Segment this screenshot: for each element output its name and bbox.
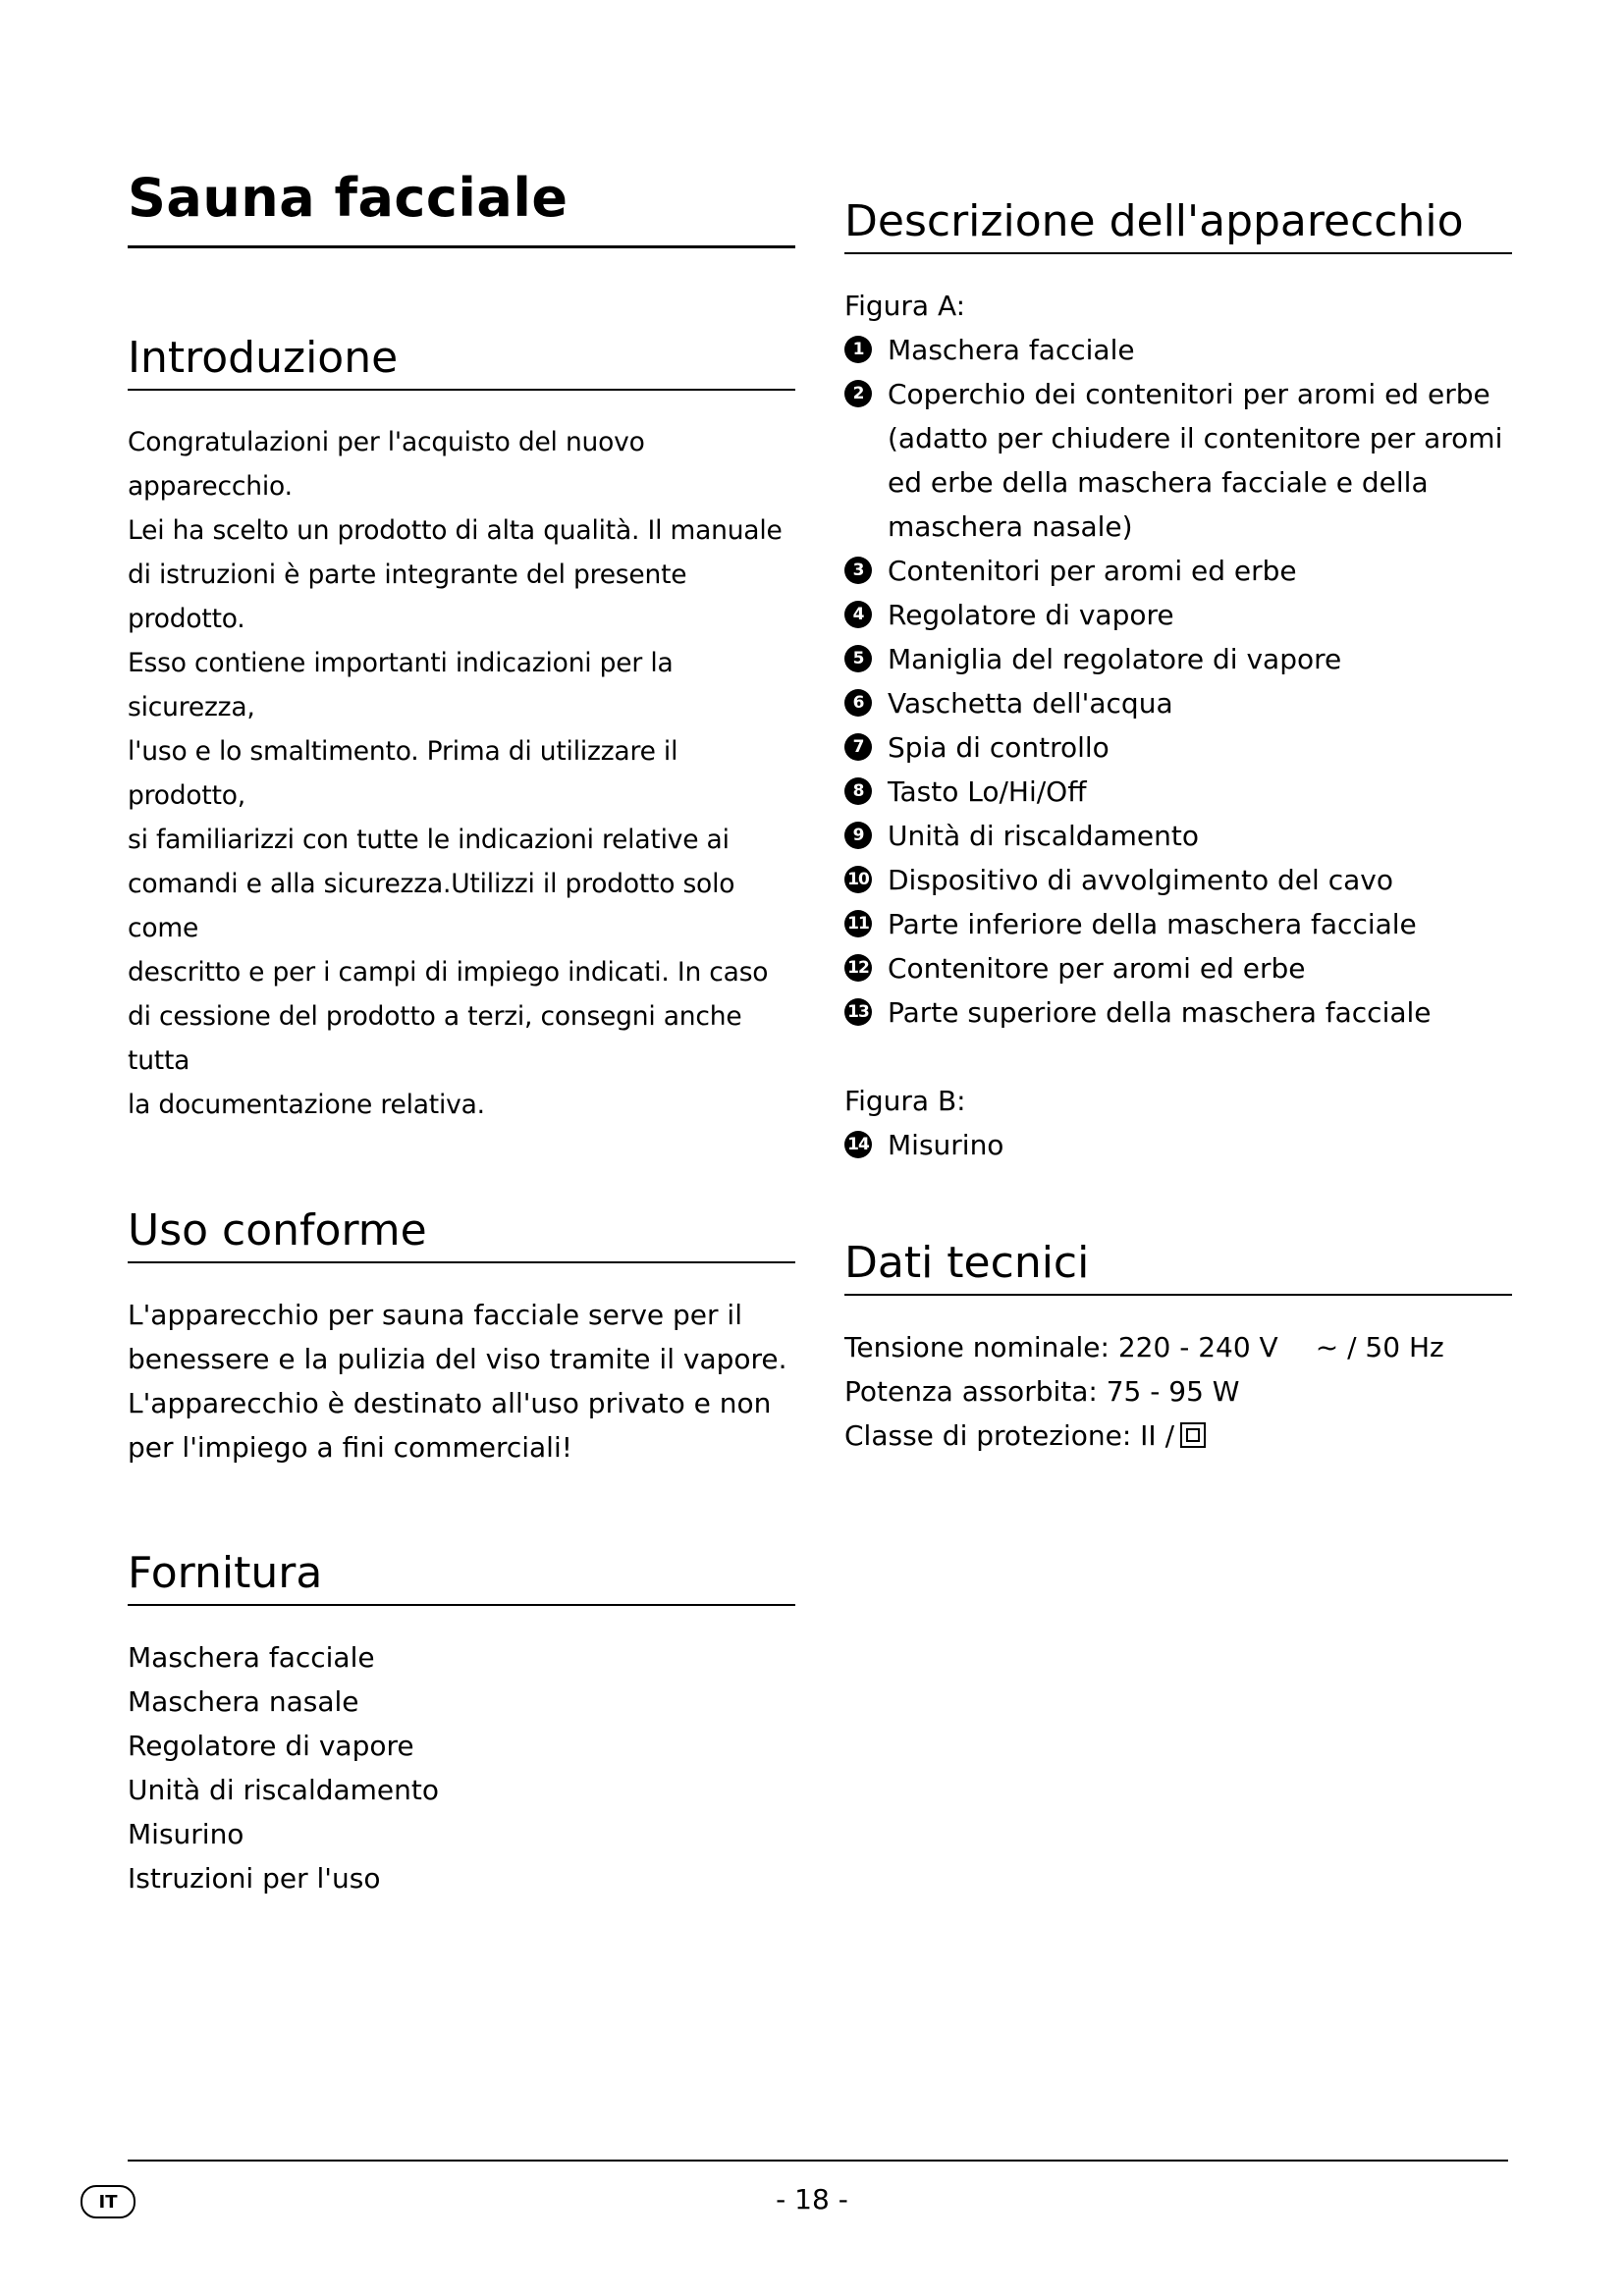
number-badge: 3 <box>844 557 872 584</box>
number-badge: 10 <box>844 866 872 893</box>
section-heading: Dati tecnici <box>844 1238 1512 1296</box>
page-title: Sauna facciale <box>128 167 795 248</box>
list-item-text: Maschera facciale <box>888 334 1135 366</box>
list-item <box>844 770 1512 814</box>
list-item <box>844 902 1512 946</box>
list-item <box>844 637 1512 681</box>
list-item: Maschera nasale <box>128 1685 359 1718</box>
section-body <box>128 1293 795 1469</box>
list-item <box>844 593 1512 637</box>
text-line: benessere e la pulizia del viso tramite il vapore. <box>128 1343 787 1375</box>
section-heading: Uso conforme <box>128 1205 795 1263</box>
text-line: Congratulazioni per l'acquisto del nuovo apparecchio. <box>128 427 645 502</box>
section-introduzione <box>128 333 795 1127</box>
list-item <box>844 372 1512 549</box>
number-badge: 7 <box>844 733 872 761</box>
section-uso-conforme <box>128 1205 795 1469</box>
text-line: descritto e per i campi di impiego indicati. In caso <box>128 957 769 988</box>
text-line: di istruzioni è parte integrante del presente prodotto. <box>128 560 687 634</box>
text-line: di cessione del prodotto a terzi, consegni anche tutta <box>128 1001 742 1076</box>
list-item <box>844 858 1512 902</box>
list-item <box>844 814 1512 858</box>
number-badge: 14 <box>844 1131 872 1158</box>
list-item-text: Vaschetta dell'acqua <box>888 687 1173 720</box>
list-item <box>844 725 1512 770</box>
number-badge: 6 <box>844 689 872 717</box>
number-badge: 1 <box>844 336 872 363</box>
text-line: L'apparecchio è destinato all'uso privato e non <box>128 1387 772 1419</box>
footer-divider <box>128 2160 1508 2162</box>
section-descrizione <box>844 196 1512 1167</box>
list-item-text: Unità di riscaldamento <box>888 820 1200 852</box>
list-item-text: Dispositivo di avvolgimento del cavo <box>888 864 1393 896</box>
list-item-text: Parte inferiore della maschera facciale <box>888 908 1417 940</box>
page-number: - 18 - <box>776 2183 848 2216</box>
figure-a-list <box>844 328 1512 1035</box>
list-item-text: Coperchio dei contenitori per aromi ed erbe (adatto per chiudere il contenitore per aromi ed erbe della maschera facciale e della maschera nasale) <box>888 378 1503 543</box>
section-body <box>128 420 795 1127</box>
text-line: Esso contiene importanti indicazioni per la sicurezza, <box>128 648 674 722</box>
text-line: si familiarizzi con tutte le indicazioni relative ai <box>128 825 730 855</box>
list-item <box>844 681 1512 725</box>
number-badge: 9 <box>844 822 872 849</box>
list-item-text: Parte superiore della maschera facciale <box>888 996 1432 1029</box>
number-badge: 2 <box>844 380 872 407</box>
list-item <box>844 990 1512 1035</box>
left-column <box>128 167 795 1900</box>
protection-line <box>844 1414 1512 1458</box>
list-item: Maschera facciale <box>128 1641 375 1674</box>
list-item-text: Tasto Lo/Hi/Off <box>888 775 1087 808</box>
number-badge: 12 <box>844 954 872 982</box>
list-item-text: Contenitori per aromi ed erbe <box>888 555 1297 587</box>
protection-class-ii-icon <box>1180 1422 1206 1448</box>
list-item-text: Misurino <box>888 1129 1004 1161</box>
list-item-text: Spia di controllo <box>888 731 1110 764</box>
language-badge: IT <box>81 2185 135 2218</box>
number-badge: 4 <box>844 601 872 628</box>
text-line: Lei ha scelto un prodotto di alta qualità. Il manuale <box>128 515 783 546</box>
figure-b-list <box>844 1123 1512 1167</box>
section-body <box>844 284 1512 1167</box>
list-item-text: Contenitore per aromi ed erbe <box>888 952 1306 985</box>
text-line: la documentazione relativa. <box>128 1090 485 1120</box>
section-fornitura <box>128 1548 795 1900</box>
figure-a-label: Figura A: <box>844 290 966 322</box>
voltage-frequency: ~ / 50 Hz <box>1315 1331 1444 1363</box>
text-line: l'uso e lo smaltimento. Prima di utilizzare il prodotto, <box>128 736 678 811</box>
text-line: L'apparecchio per sauna facciale serve per il <box>128 1299 742 1331</box>
voltage-line <box>844 1325 1512 1369</box>
list-item <box>844 549 1512 593</box>
number-badge: 5 <box>844 645 872 672</box>
text-line: comandi e alla sicurezza.Utilizzi il prodotto solo come <box>128 869 735 943</box>
right-column <box>844 196 1512 1458</box>
figure-b-label: Figura B: <box>844 1085 966 1117</box>
spacer <box>844 1035 1512 1079</box>
list-item <box>844 328 1512 372</box>
list-item-text: Regolatore di vapore <box>888 599 1174 631</box>
list-item: Istruzioni per l'uso <box>128 1862 381 1895</box>
list-item-text: Maniglia del regolatore di vapore <box>888 643 1342 675</box>
number-badge: 11 <box>844 910 872 937</box>
list-item: Regolatore di vapore <box>128 1730 414 1762</box>
list-item: Unità di riscaldamento <box>128 1774 440 1806</box>
voltage-label: Tensione nominale: 220 - 240 V <box>844 1331 1278 1363</box>
text-line: per l'impiego a fini commerciali! <box>128 1431 572 1464</box>
section-heading: Fornitura <box>128 1548 795 1606</box>
section-dati-tecnici <box>844 1238 1512 1458</box>
section-body <box>844 1325 1512 1458</box>
list-item <box>844 1123 1512 1167</box>
section-heading: Descrizione dell'apparecchio <box>844 196 1512 254</box>
power-line: Potenza assorbita: 75 - 95 W <box>844 1375 1240 1408</box>
number-badge: 8 <box>844 777 872 805</box>
number-badge: 13 <box>844 998 872 1026</box>
protection-label: Classe di protezione: II / <box>844 1419 1175 1452</box>
section-heading: Introduzione <box>128 333 795 391</box>
list-item <box>844 946 1512 990</box>
list-item: Misurino <box>128 1818 244 1850</box>
section-body <box>128 1635 795 1900</box>
